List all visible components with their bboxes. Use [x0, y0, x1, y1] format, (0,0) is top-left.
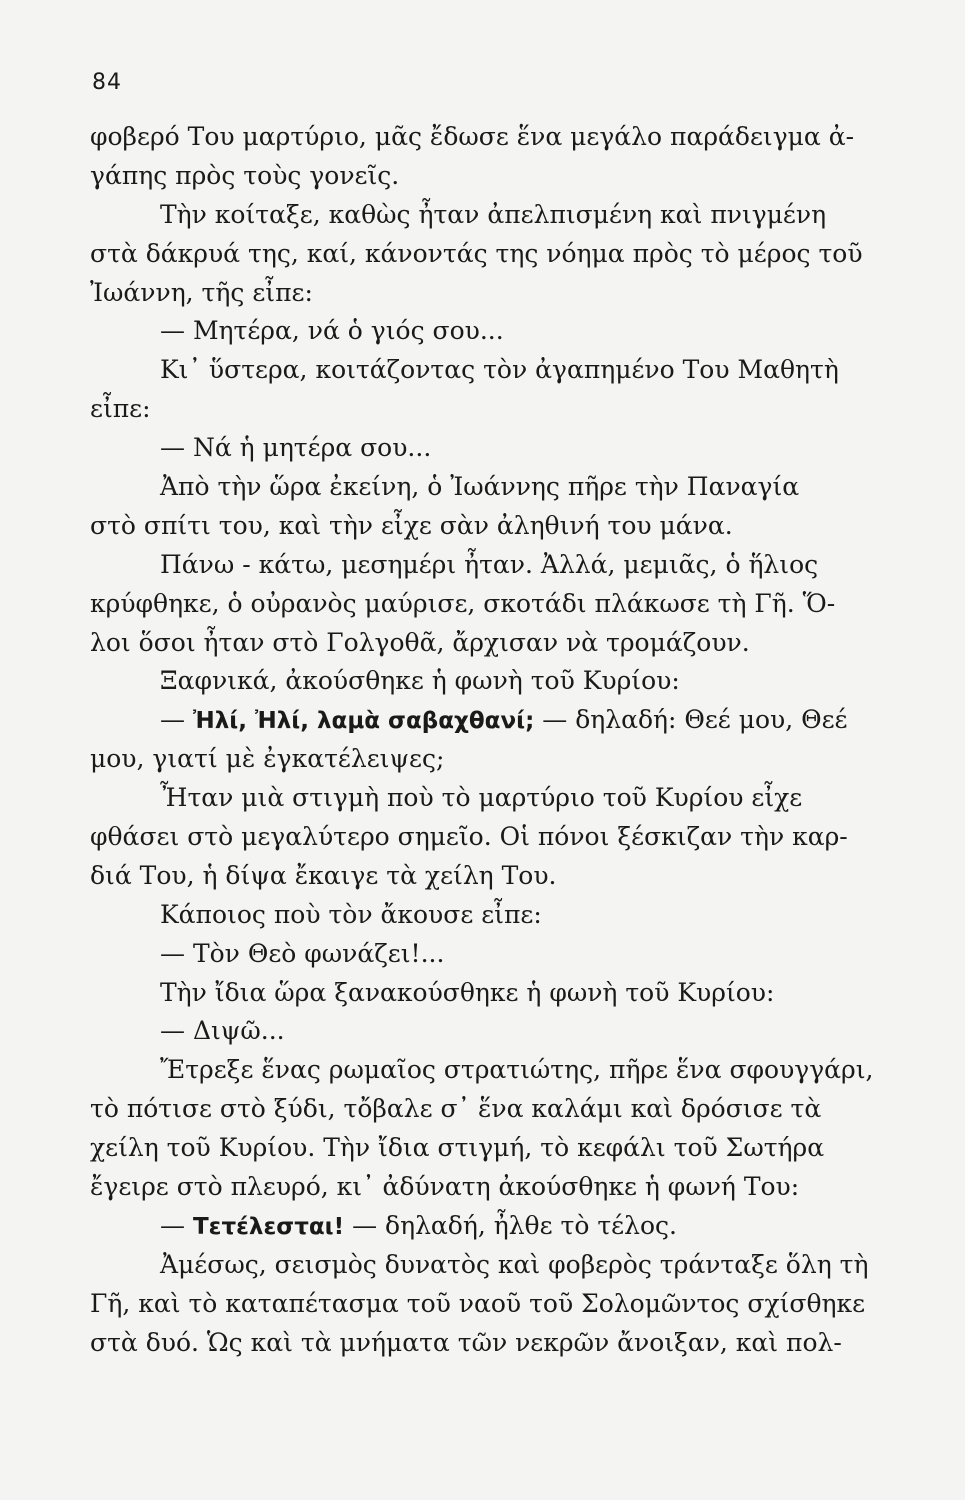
text-line [90, 1324, 890, 1363]
emphasized-quote: Τετέλεσται! [192, 1213, 345, 1240]
line-text: — Διψῶ... [160, 1016, 285, 1046]
text-line [90, 896, 890, 935]
line-text-continued: — δηλαδή, ἦλθε τὸ τέλος. [344, 1210, 677, 1240]
text-line [90, 1168, 890, 1207]
text-line [90, 312, 890, 351]
text-line [90, 662, 890, 701]
text-line [90, 390, 890, 429]
text-line [90, 118, 890, 157]
text-line [90, 974, 890, 1013]
text-line [90, 1129, 890, 1168]
text-line [90, 585, 890, 624]
line-text: λοι ὅσοι ἦταν στὸ Γολγοθᾶ, ἄρχισαν νὰ τρομάζουν. [90, 627, 750, 657]
text-line [90, 624, 890, 663]
line-text: Γῆ, καὶ τὸ καταπέτασμα τοῦ ναοῦ τοῦ Σολομῶντος σχίσθηκε [90, 1288, 866, 1318]
line-text: στὰ δυό. Ὡς καὶ τὰ μνήματα τῶν νεκρῶν ἄνοιξαν, καὶ πολ- [90, 1327, 842, 1357]
text-line [90, 507, 890, 546]
line-text: εἶπε: [90, 394, 151, 424]
text-line [90, 235, 890, 274]
line-text: φοβερό Του μαρτύριο, μᾶς ἔδωσε ἕνα μεγάλο παράδειγμα ἀ- [90, 122, 855, 151]
text-line [90, 196, 890, 235]
line-text: Ἀμέσως, σεισμὸς δυνατὸς καὶ φοβερὸς τράνταξε ὅλη τὴ [160, 1249, 869, 1279]
line-text: Τὴν κοίταξε, καθὼς ἦταν ἀπελπισμένη καὶ πνιγμένη [160, 199, 827, 229]
text-line [90, 429, 890, 468]
text-line [90, 468, 890, 507]
line-text: — Τὸν Θεὸ φωνάζει!... [160, 938, 445, 968]
line-text: στὸ σπίτι του, καὶ τὴν εἶχε σὰν ἀληθινή του μάνα. [90, 510, 733, 540]
line-text: μου, γιατί μὲ ἐγκατέλειψες; [90, 744, 445, 774]
text-line [90, 1285, 890, 1324]
emphasized-quote: Ἠλί, Ἠλί, λαμὰ σαβαχθανί; [192, 708, 535, 735]
page-number: 84 [92, 70, 122, 95]
text-line [90, 546, 890, 585]
line-text: Ἰωάννη, τῆς εἶπε: [90, 277, 313, 307]
line-text: φθάσει στὸ μεγαλύτερο σημεῖο. Οἱ πόνοι ξέσκιζαν τὴν καρ- [90, 822, 848, 852]
text-line [90, 157, 890, 196]
line-text: Κι᾿ ὕστερα, κοιτάζοντας τὸν ἀγαπημένο Του Μαθητὴ [160, 355, 839, 385]
line-text: τὸ πότισε στὸ ξύδι, τὄβαλε σ᾿ ἕνα καλάμι καὶ δρόσισε τὰ [90, 1094, 822, 1124]
text-line [90, 857, 890, 896]
line-text: διά Του, ἡ δίψα ἔκαιγε τὰ χείλη Του. [90, 860, 557, 890]
line-text: κρύφθηκε, ὁ οὐρανὸς μαύρισε, σκοτάδι πλάκωσε τὴ Γῆ. Ὅ- [90, 588, 836, 618]
text-line [90, 779, 890, 818]
line-text: — [160, 1210, 193, 1240]
line-text: Ἦταν μιὰ στιγμὴ ποὺ τὸ μαρτύριο τοῦ Κυρίου εἶχε [160, 783, 803, 813]
line-text: Ξαφνικά, ἀκούσθηκε ἡ φωνὴ τοῦ Κυρίου: [160, 666, 680, 696]
text-line [90, 1207, 890, 1246]
line-text: Ἔτρεξε ἕνας ρωμαῖος στρατιώτης, πῆρε ἕνα σφουγγάρι, [160, 1055, 874, 1085]
line-text-continued: — δηλαδή: Θεέ μου, Θεέ [534, 705, 848, 735]
text-line [90, 701, 890, 740]
line-text: ἔγειρε στὸ πλευρό, κι᾿ ἀδύνατη ἀκούσθηκε ἡ φωνή Του: [90, 1172, 800, 1202]
text-line [90, 935, 890, 974]
body-text [90, 118, 890, 1363]
line-text: — [160, 705, 193, 735]
line-text: γάπης πρὸς τοὺς γονεῖς. [90, 160, 400, 190]
text-line [90, 351, 890, 390]
text-line [90, 1051, 890, 1090]
line-text: Πάνω - κάτω, μεσημέρι ἦταν. Ἀλλά, μεμιᾶς, ὁ ἥλιος [160, 549, 819, 579]
line-text: Ἀπὸ τὴν ὥρα ἐκείνη, ὁ Ἰωάννης πῆρε τὴν Παναγία [160, 472, 800, 502]
text-line [90, 740, 890, 779]
line-text: — Νά ἡ μητέρα σου... [160, 433, 432, 463]
text-line [90, 1012, 890, 1051]
line-text: στὰ δάκρυά της, καί, κάνοντάς της νόημα πρὸς τὸ μέρος τοῦ [90, 238, 863, 268]
line-text: Κάποιος ποὺ τὸν ἄκουσε εἶπε: [160, 899, 542, 929]
text-line [90, 1246, 890, 1285]
line-text: — Μητέρα, νά ὁ γιός σου... [160, 316, 504, 346]
text-line [90, 1090, 890, 1129]
text-line [90, 274, 890, 313]
line-text: χείλη τοῦ Κυρίου. Τὴν ἴδια στιγμή, τὸ κεφάλι τοῦ Σωτήρα [90, 1133, 825, 1163]
line-text: Τὴν ἴδια ὥρα ξανακούσθηκε ἡ φωνὴ τοῦ Κυρίου: [160, 977, 775, 1007]
text-line [90, 818, 890, 857]
